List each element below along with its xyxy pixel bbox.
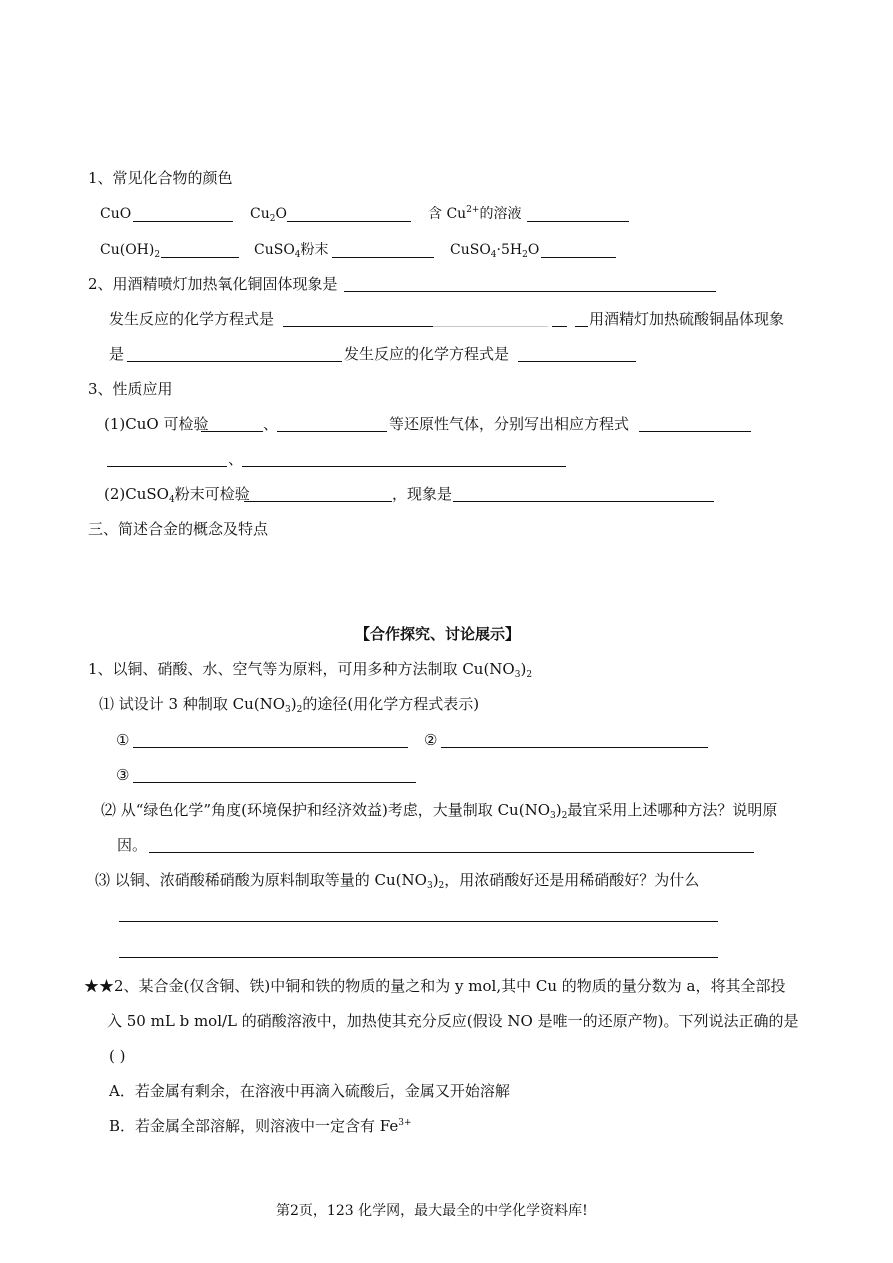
coop-p1: ⑴ 试设计 3 种制取 $Cu(NO_3)_2$的途径(用化学方程式表示) [99, 695, 480, 715]
cuo-label: CuO [100, 206, 132, 222]
equation-blank-tail-2 [575, 326, 588, 327]
coop-p3: ⑶ 以铜、浓硝酸稀硝酸为原料制取等量的 $Cu(NO_3)_2$，用浓硝酸好还是用稀硝酸好？为什么 [95, 871, 700, 891]
equation-c-blank[interactable] [242, 466, 566, 467]
cu2plus-blank[interactable] [527, 221, 629, 222]
cuo-test-label: (1)CuO 可检验 [104, 415, 209, 433]
cuso4-powder-blank[interactable] [332, 257, 434, 258]
equation-blank-tail-1 [552, 326, 567, 327]
circle-2: ② [424, 731, 438, 749]
reducing-gas-2-blank[interactable] [277, 431, 387, 432]
equation-label: 发生反应的化学方程式是 [109, 310, 275, 328]
section2-title: 2、用酒精喷灯加热氧化铜固体现象是 [88, 275, 338, 293]
equation-a-blank[interactable] [639, 431, 751, 432]
section1-title: 1、常见化合物的颜色 [88, 169, 233, 187]
equation-blank[interactable] [283, 326, 433, 327]
separator-2: 、 [228, 450, 244, 468]
reducing-gas-1-blank[interactable] [201, 431, 263, 432]
equation-b-blank[interactable] [107, 466, 227, 467]
route-3-blank[interactable] [133, 782, 416, 783]
answer-parentheses[interactable]: ( ) [109, 1047, 126, 1065]
phenomenon-is-label: 是 [109, 345, 125, 363]
phenomenon-label: ，现象是 [392, 485, 453, 503]
reason-blank[interactable] [149, 852, 754, 853]
cu2o-blank[interactable] [287, 221, 411, 222]
answer-line-1[interactable] [119, 921, 718, 922]
equation-blank-faint [433, 326, 548, 327]
option-a[interactable]: A．若金属有剩余，在溶液中再滴入硫酸后，金属又开始溶解 [109, 1082, 510, 1100]
crystal-equation-label: 发生反应的化学方程式是 [344, 345, 510, 363]
q2-line1: ★★2、某合金(仅含铜、铁)中铜和铁的物质的量之和为 y mol,其中 Cu 的物质的量分数为 a，将其全部投 [84, 977, 786, 995]
answer-line-2[interactable] [119, 957, 718, 958]
separator: 、 [263, 415, 279, 433]
cuo-heating-phenomenon-blank[interactable] [344, 291, 716, 292]
cuso4-crystal-heating-label: 用酒精灯加热硫酸铜晶体现象 [589, 310, 785, 328]
star-icon: ★★ [84, 977, 115, 995]
cuso4-5h2o-blank[interactable] [541, 257, 616, 258]
cuo-blank[interactable] [133, 221, 233, 222]
coop-heading: 【合作探究、讨论展示】 [355, 625, 521, 643]
cuso4-phenomenon-blank[interactable] [453, 501, 714, 502]
cuoh2-label: $Cu(OH)_2$ [100, 242, 161, 260]
cu2o-label: $Cu_2O$ [250, 206, 287, 224]
cuso4-test-blank[interactable] [244, 501, 392, 502]
route-1-blank[interactable] [133, 747, 408, 748]
section3-title: 3、性质应用 [88, 380, 173, 398]
route-2-blank[interactable] [441, 747, 708, 748]
crystal-equation-blank[interactable] [518, 361, 636, 362]
coop-p2-cont: 因。 [117, 836, 148, 854]
cuso4-5h2o-label: $CuSO_4\cdot 5H_2O$ [450, 242, 540, 260]
cuso4-test-label: (2)CuSO$_4$粉末可检验 [104, 485, 250, 505]
cuoh2-blank[interactable] [161, 257, 239, 258]
coop-p2: ⑵ 从“绿色化学”角度(环境保护和经济效益)考虑，大量制取 $Cu(NO_3)_2$最宜采用上述哪种方法？说明原 [101, 801, 778, 821]
page-footer: 第2页，123 化学网，最大最全的中学化学资料库! [276, 1203, 588, 1219]
coop-q1-intro: 1、以铜、硝酸、水、空气等为原料，可用多种方法制取 $Cu(NO_3)_2$ [88, 660, 533, 680]
circle-1: ① [116, 731, 130, 749]
cu2plus-solution-label: 含 $Cu^{2+}$的溶液 [428, 205, 522, 222]
reducing-gas-text: 等还原性气体，分别写出相应方程式 [389, 415, 630, 433]
alloy-section-title: 三、简述合金的概念及特点 [88, 520, 269, 538]
crystal-phenomenon-blank[interactable] [127, 361, 342, 362]
q2-line2: 入 50 mL b mol/L 的硝酸溶液中，加热使其充分反应(假设 NO 是唯一的还原产物)。下列说法正确的是 [107, 1012, 799, 1030]
option-b[interactable]: B．若金属全部溶解，则溶液中一定含有 $Fe^{3+}$ [109, 1117, 412, 1135]
circle-3: ③ [116, 766, 130, 784]
cuso4-powder-label: CuSO$_4$粉末 [254, 242, 329, 260]
